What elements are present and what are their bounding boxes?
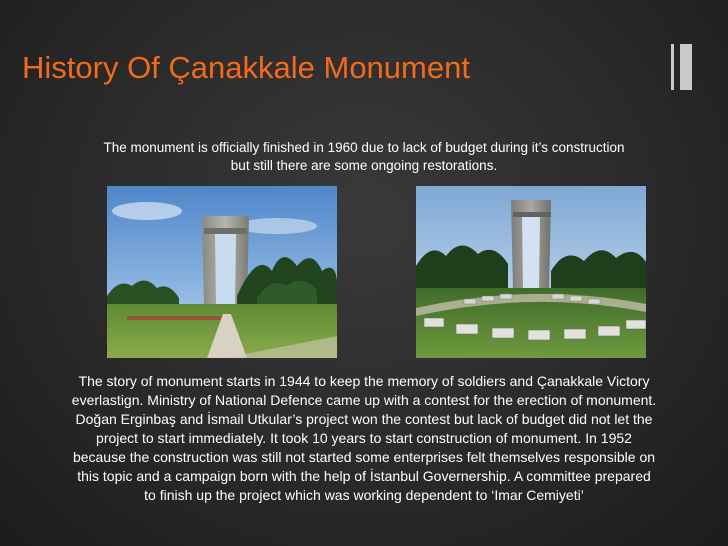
slide-subtitle	[30, 139, 698, 175]
body-line-2: everlastign. Ministry of National Defence came up with a contest for the erection of monument.	[71, 392, 657, 408]
monument-photo-left	[107, 186, 337, 358]
body-line-1: The story of monument starts in 1944 to keep the memory of soldiers and Çanakkale Victory	[78, 373, 650, 389]
body-line-7: to finish up the project which was working dependent to ‘Imar Cemiyeti’	[144, 487, 584, 503]
body-line-3: Doğan Erginbaş and İsmail Utkular’s project won the contest but lack of budget did not let the	[75, 411, 653, 427]
title-accent-bar-thin	[671, 44, 674, 90]
title-accent-bar-thick	[680, 44, 692, 90]
slide-title: History Of Çanakkale Monument	[22, 50, 470, 85]
body-line-6: this topic and a campaign born with the help of İstanbul Governership. A committee prepared	[77, 468, 651, 484]
slide-body-text	[10, 372, 718, 505]
body-line-4: project to start immediately. It took 10 years to start construction of monument. In 1952	[96, 430, 632, 446]
body-line-5: because the construction was still not started some enterprises felt themselves responsible on	[72, 449, 656, 465]
monument-photo-right	[416, 186, 646, 358]
subtitle-line-1: The monument is officially finished in 1960 due to lack of budget during it’s construction	[103, 140, 625, 155]
subtitle-line-2: but still there are some ongoing restorations.	[230, 158, 498, 173]
